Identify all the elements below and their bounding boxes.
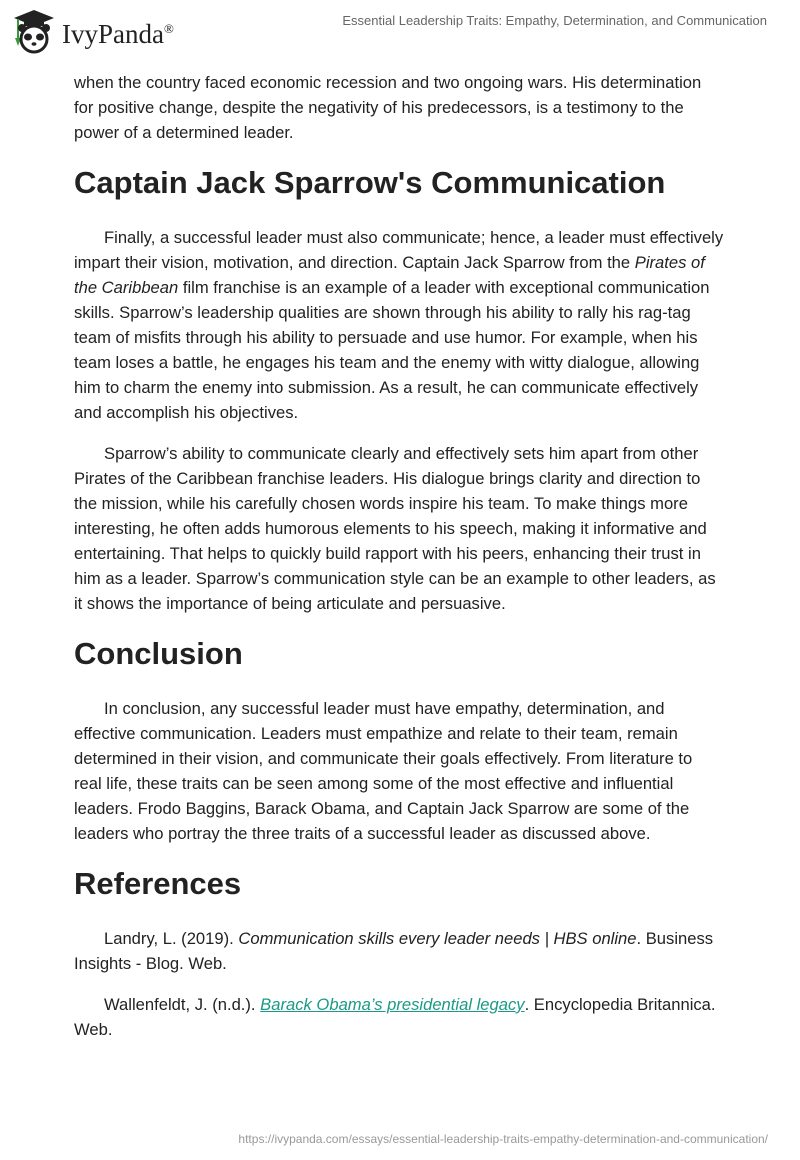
reference-item: Wallenfeldt, J. (n.d.). Barack Obama’s presidential legacy. Encyclopedia Britannica. Web. (74, 995, 716, 1039)
logo-text: IvyPanda® (62, 18, 174, 49)
header (0, 0, 800, 60)
reference-item: Landry, L. (2019). Communication skills every leader needs | HBS online. Business Insights - Blog. Web. (74, 929, 714, 973)
document-title: Essential Leadership Traits: Empathy, Determination, and Communication (342, 13, 767, 28)
reference-link[interactable]: Barack Obama’s presidential legacy (260, 995, 525, 1014)
section-heading-references: References (74, 866, 242, 901)
paragraph: In conclusion, any successful leader must have empathy, determination, and effective communication. Leaders must empathize and relate to their team, remain determined in their vision, and communicate their goals effectively. From literature to real life, these traits can be seen among some of the most effective and influential leaders. Frodo Baggins, Barack Obama, and Captain Jack Sparrow are some of the leaders who portray the three traits of a successful leader as discussed above. (74, 699, 693, 843)
page-url: https://ivypanda.com/essays/essential-leadership-traits-empathy-determination-and-communication/ (238, 1132, 768, 1146)
intro-paragraph: when the country faced economic recession and two ongoing wars. His determination for positive change, despite the negativity of his predecessors, is a testimony to the power of a determined leader. (74, 73, 702, 142)
essay-content (74, 70, 724, 1058)
ivypanda-logo[interactable] (12, 8, 174, 54)
panda-graduate-icon (12, 8, 56, 54)
paragraph: Finally, a successful leader must also communicate; hence, a leader must effectively impart their vision, motivation, and direction. Captain Jack Sparrow from the Pirates of the Caribbean film franchise is an example of a leader with exceptional communication skills. Sparrow’s leadership qualities are shown through his ability to rally his rag-tag team of misfits through his ability to persuade and use humor. For example, when his team loses a battle, he engages his team and the enemy with witty dialogue, allowing him to charm the enemy into submission. As a result, he can communicate effectively and accomplish his objectives. (74, 228, 724, 422)
paragraph: Sparrow’s ability to communicate clearly and effectively sets him apart from other Pirates of the Caribbean franchise leaders. His dialogue brings clarity and direction to the mission, while his carefully chosen words inspire his team. To make things more interesting, he often adds humorous elements to his speech, making it informative and entertaining. That helps to quickly build rapport with his peers, enhancing their trust in him as a leader. Sparrow’s communication style can be an example to other leaders, as it shows the importance of being articulate and persuasive. (74, 444, 716, 613)
section-heading-conclusion: Conclusion (74, 636, 243, 671)
section-heading-communication: Captain Jack Sparrow's Communication (74, 165, 666, 200)
